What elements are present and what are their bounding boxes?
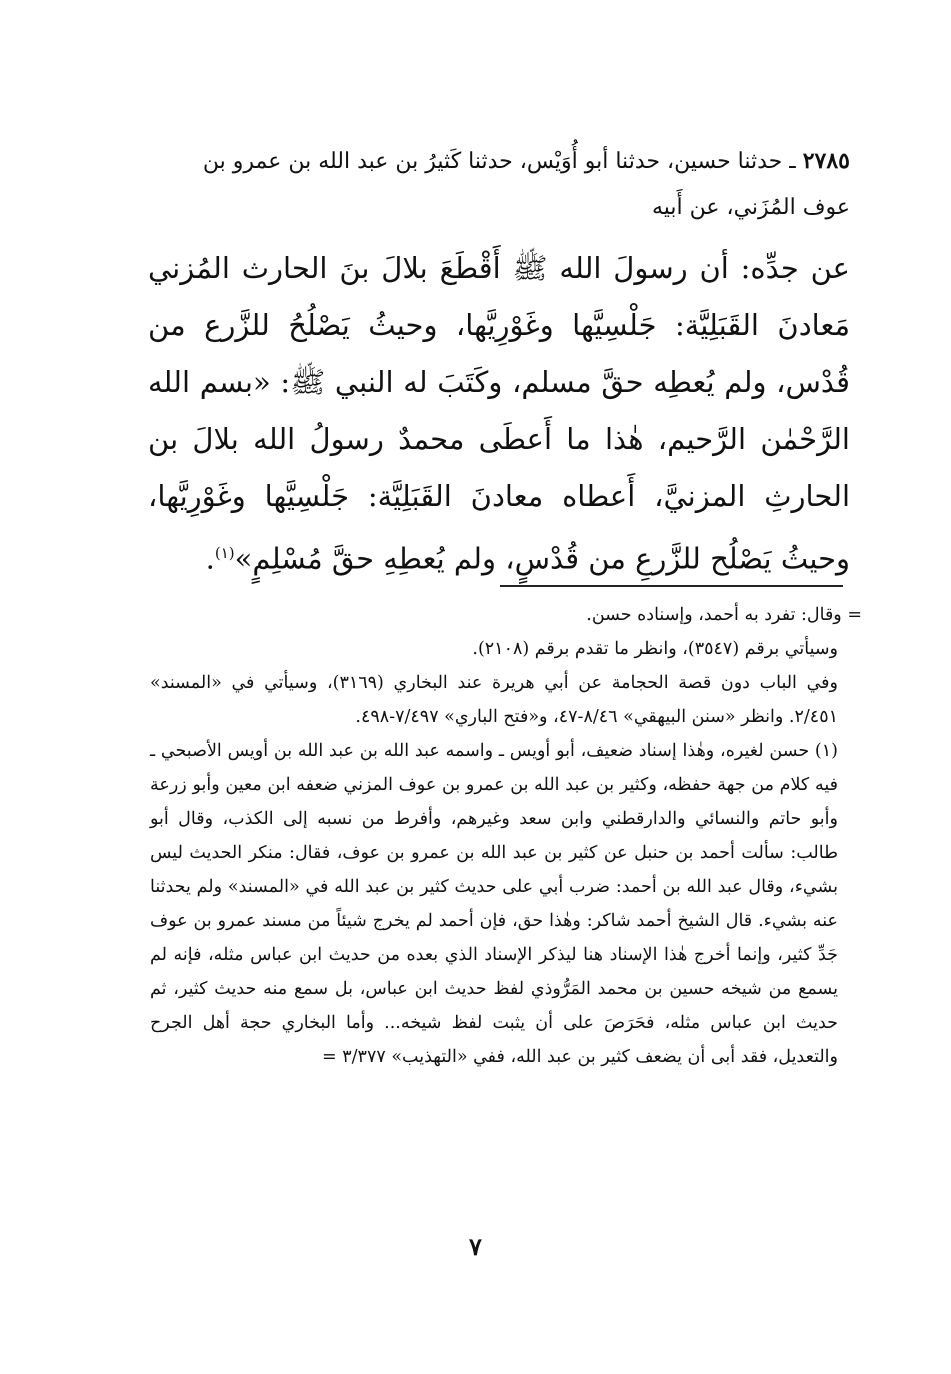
footnotes (150, 598, 862, 1074)
isnad-line-1 (150, 138, 850, 185)
end-mark: . (205, 541, 215, 576)
matn-text: عن جدِّه: أن رسولَ الله ﷺ أَقْطَعَ بلالَ بنَ الحارث المُزني مَعادنَ القَبَلِيَّة: جَلْسِيَّها وغَوْرِيَّها، وحيثُ يَصْلُحُ للزَّرع من قُدْس، ولم يُعطِه حقَّ مسلم، وكَتَبَ له النبي ﷺ: «بسم الله الرَّحْمٰن الرَّحيم، هٰذا ما أَعطَى محمدٌ رسولُ الله بلالَ بن الحارثِ المزنيَّ، أَعطاه معادنَ القَبَلِيَّة: جَلْسِيَّها وغَوْرِيَّها، وحيثُ يَصْلُح للزَّرعِ من قُدْسٍ، ولم يُعطِهِ حقَّ مُسْلِمٍ» (148, 251, 850, 576)
footnote-continuation-3: وفي الباب دون قصة الحجامة عن أبي هريرة عند البخاري (٣١٦٩)، وسيأتي في «المسند» ٢/٤٥١. وانظر «سنن البيهقي» ٨/٤٦-٤٧، و«فتح الباري» ٧/٤٩٧-٤٩٨. (150, 673, 838, 727)
hadith-number: ٢٧٨٥ (802, 148, 850, 174)
footnote-1: (١) حسن لغيره، وهٰذا إسناد ضعيف، أبو أويس ـ واسمه عبد الله بن عبد الله بن أويس الأصبحي ـ فيه كلام من جهة حفظه، وكثير بن عبد الله بن عمرو بن عوف المزني ضعفه ابن معين وأبو زرعة وأبو حاتم والنسائي والدارقطني وابن سعد وغيرهم، وأفرط من نسبه إلى الكذب، وقال أبو طالب: سألت أحمد بن حنبل عن كثير بن عبد الله بن عمرو بن عوف، فقال: منكر الحديث ليس بشيء، وقال عبد الله بن أحمد: ضرب أبي على حديث كثير بن عبد الله في «المسند» ولم يحدثنا عنه بشيء. قال الشيخ أحمد شاكر: وهٰذا حق، فإن أحمد لم يخرج شيئاً من مسند عمرو بن عوف جَدِّ كثير، وإنما أخرج هٰذا الإسناد هنا ليذكر الإسناد الذي بعده من حديث ابن عباس مثله، فإنه لم يسمع من شيخه حسين بن محمد المَرُّوذي لفظ حديث ابن عباس، بل سمع منه حديث كثير، ثم حديث ابن عباس مثله، فحَرَصَ على أن يثبت لفظ شيخه... وأما البخاري حجة أهل الجرح والتعديل، فقد أبى أن يضعف كثير بن عبد الله، ففي «التهذيب» ٣/٣٧٧ = (150, 741, 838, 1067)
isnad-text: ـ حدثنا حسين، حدثنا أبو أُوَيْس، حدثنا كَثيرُ بن عبد الله بن عمرو بن (202, 149, 796, 174)
footnote-continuation-2: وسيأتي برقم (٣٥٤٧)، وانظر ما تقدم برقم (٢١٠٨). (472, 639, 838, 659)
hadith-isnad (150, 138, 850, 231)
isnad-line-2: عوف المُزَني، عن أَبيه (651, 195, 850, 220)
footnote-marker: (١) (214, 544, 235, 562)
hadith-matn (148, 240, 850, 588)
page-number: ٧ (469, 1232, 482, 1261)
footnote-divider (500, 585, 843, 587)
footnote-continuation-1: = وقال: تفرد به أحمد، وإسناده حسن. (586, 605, 862, 625)
